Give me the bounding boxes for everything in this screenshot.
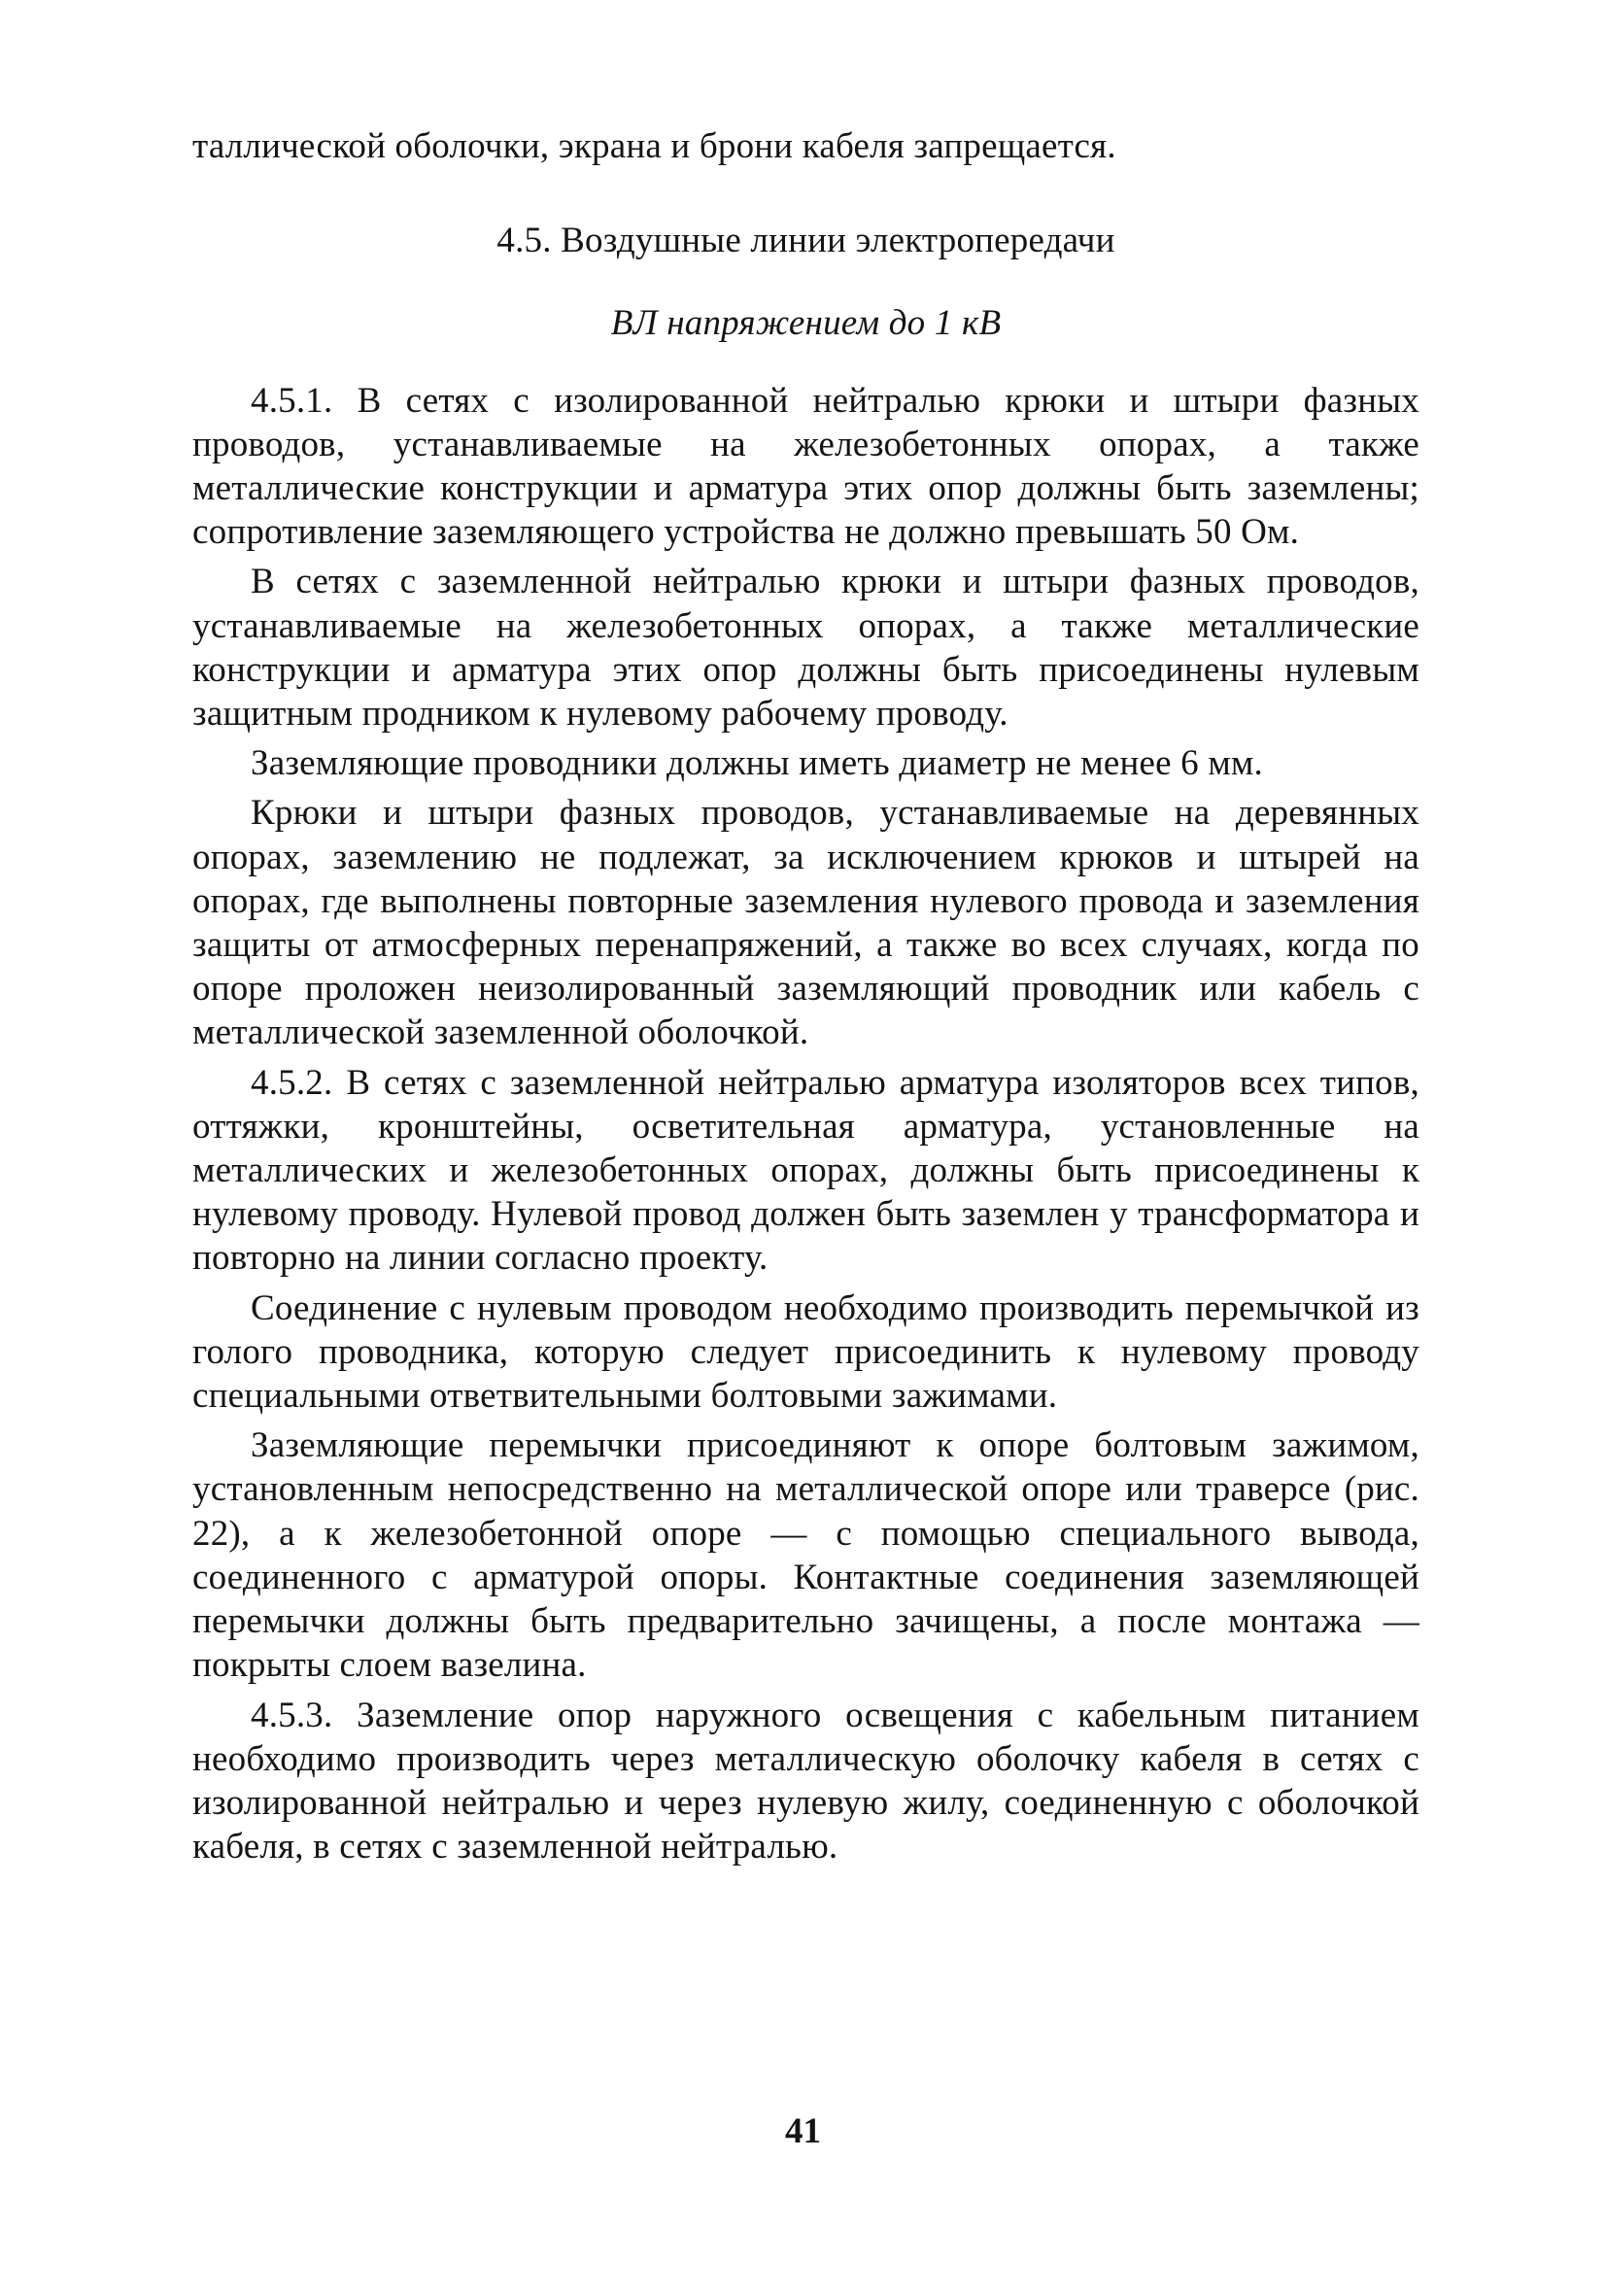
paragraph-conductor-diameter: Заземляющие проводники должны иметь диаметр не менее 6 мм. [251, 743, 1263, 784]
carryover-line: таллической оболочки, экрана и брони кабеля запрещается. [192, 126, 1116, 166]
paragraph-wooden-poles: Крюки и штыри фазных проводов, устанавливаемые на деревянных опорах, заземлению не подлежат, за исключением крюков и штырей на опорах, где выполнены повторные заземления нулевого провода и заземления защиты от атмосферных перенапряжений, а также во всех случаях, когда по опоре проложен неизолированный заземляющий проводник или кабель с металлической заземленной оболочкой. [192, 793, 1419, 1053]
paragraph-4-5-2: 4.5.2. В сетях с заземленной нейтралью арматура изоляторов всех типов, оттяжки, кронштейны, осветительная арматура, установленные на металлических и железобетонных опорах, должны быть присоединены к нулевому проводу. Нулевой провод должен быть заземлен у трансформатора и повторно на линии согласно проекту. [192, 1062, 1419, 1279]
paragraph-jumper-connection: Соединение с нулевым проводом необходимо производить перемычкой из голого проводника, которую следует присоединить к нулевому проводу специальными ответвительными болтовыми зажимами. [192, 1287, 1419, 1417]
body-text [192, 124, 1419, 1874]
paragraph-grounding-jumpers: Заземляющие перемычки присоединяют к опоре болтовым зажимом, установленным непосредственно на металлической опоре или траверсе (рис. 22), а к железобетонной опоре — с помощью специального вывода, соединенного с арматурой опоры. Контактные соединения заземляющей перемычки должны быть предварительно зачищены, а после монтажа — покрыты слоем вазелина. [192, 1425, 1419, 1686]
section-title: 4.5. Воздушные линии электропередачи [496, 221, 1115, 261]
paragraph-4-5-3: 4.5.3. Заземление опор наружного освещения с кабельным питанием необходимо производить через металлическую оболочку кабеля в сетях с изолированной нейтралью и через нулевую жилу, соединенную с оболочкой кабеля, в сетях с заземленной нейтралью. [192, 1695, 1419, 1868]
paragraph-4-5-1: 4.5.1. В сетях с изолированной нейтралью крюки и штыри фазных проводов, устанавливаемые на железобетонных опорах, а также металлические конструкции и арматура этих опор должны быть заземлены; сопротивление заземляющего устройства не должно превышать 50 Ом. [192, 380, 1419, 553]
paragraph-grounded-neutral: В сетях с заземленной нейтралью крюки и штыри фазных проводов, устанавливаемые на железобетонных опорах, а также металлические конструкции и арматура этих опор должны быть присоединены нулевым защитным продником к нулевому рабочему проводу. [192, 562, 1419, 735]
subsection-title: ВЛ напряжением до 1 кВ [610, 303, 1002, 344]
page-number: 41 [785, 2111, 821, 2151]
